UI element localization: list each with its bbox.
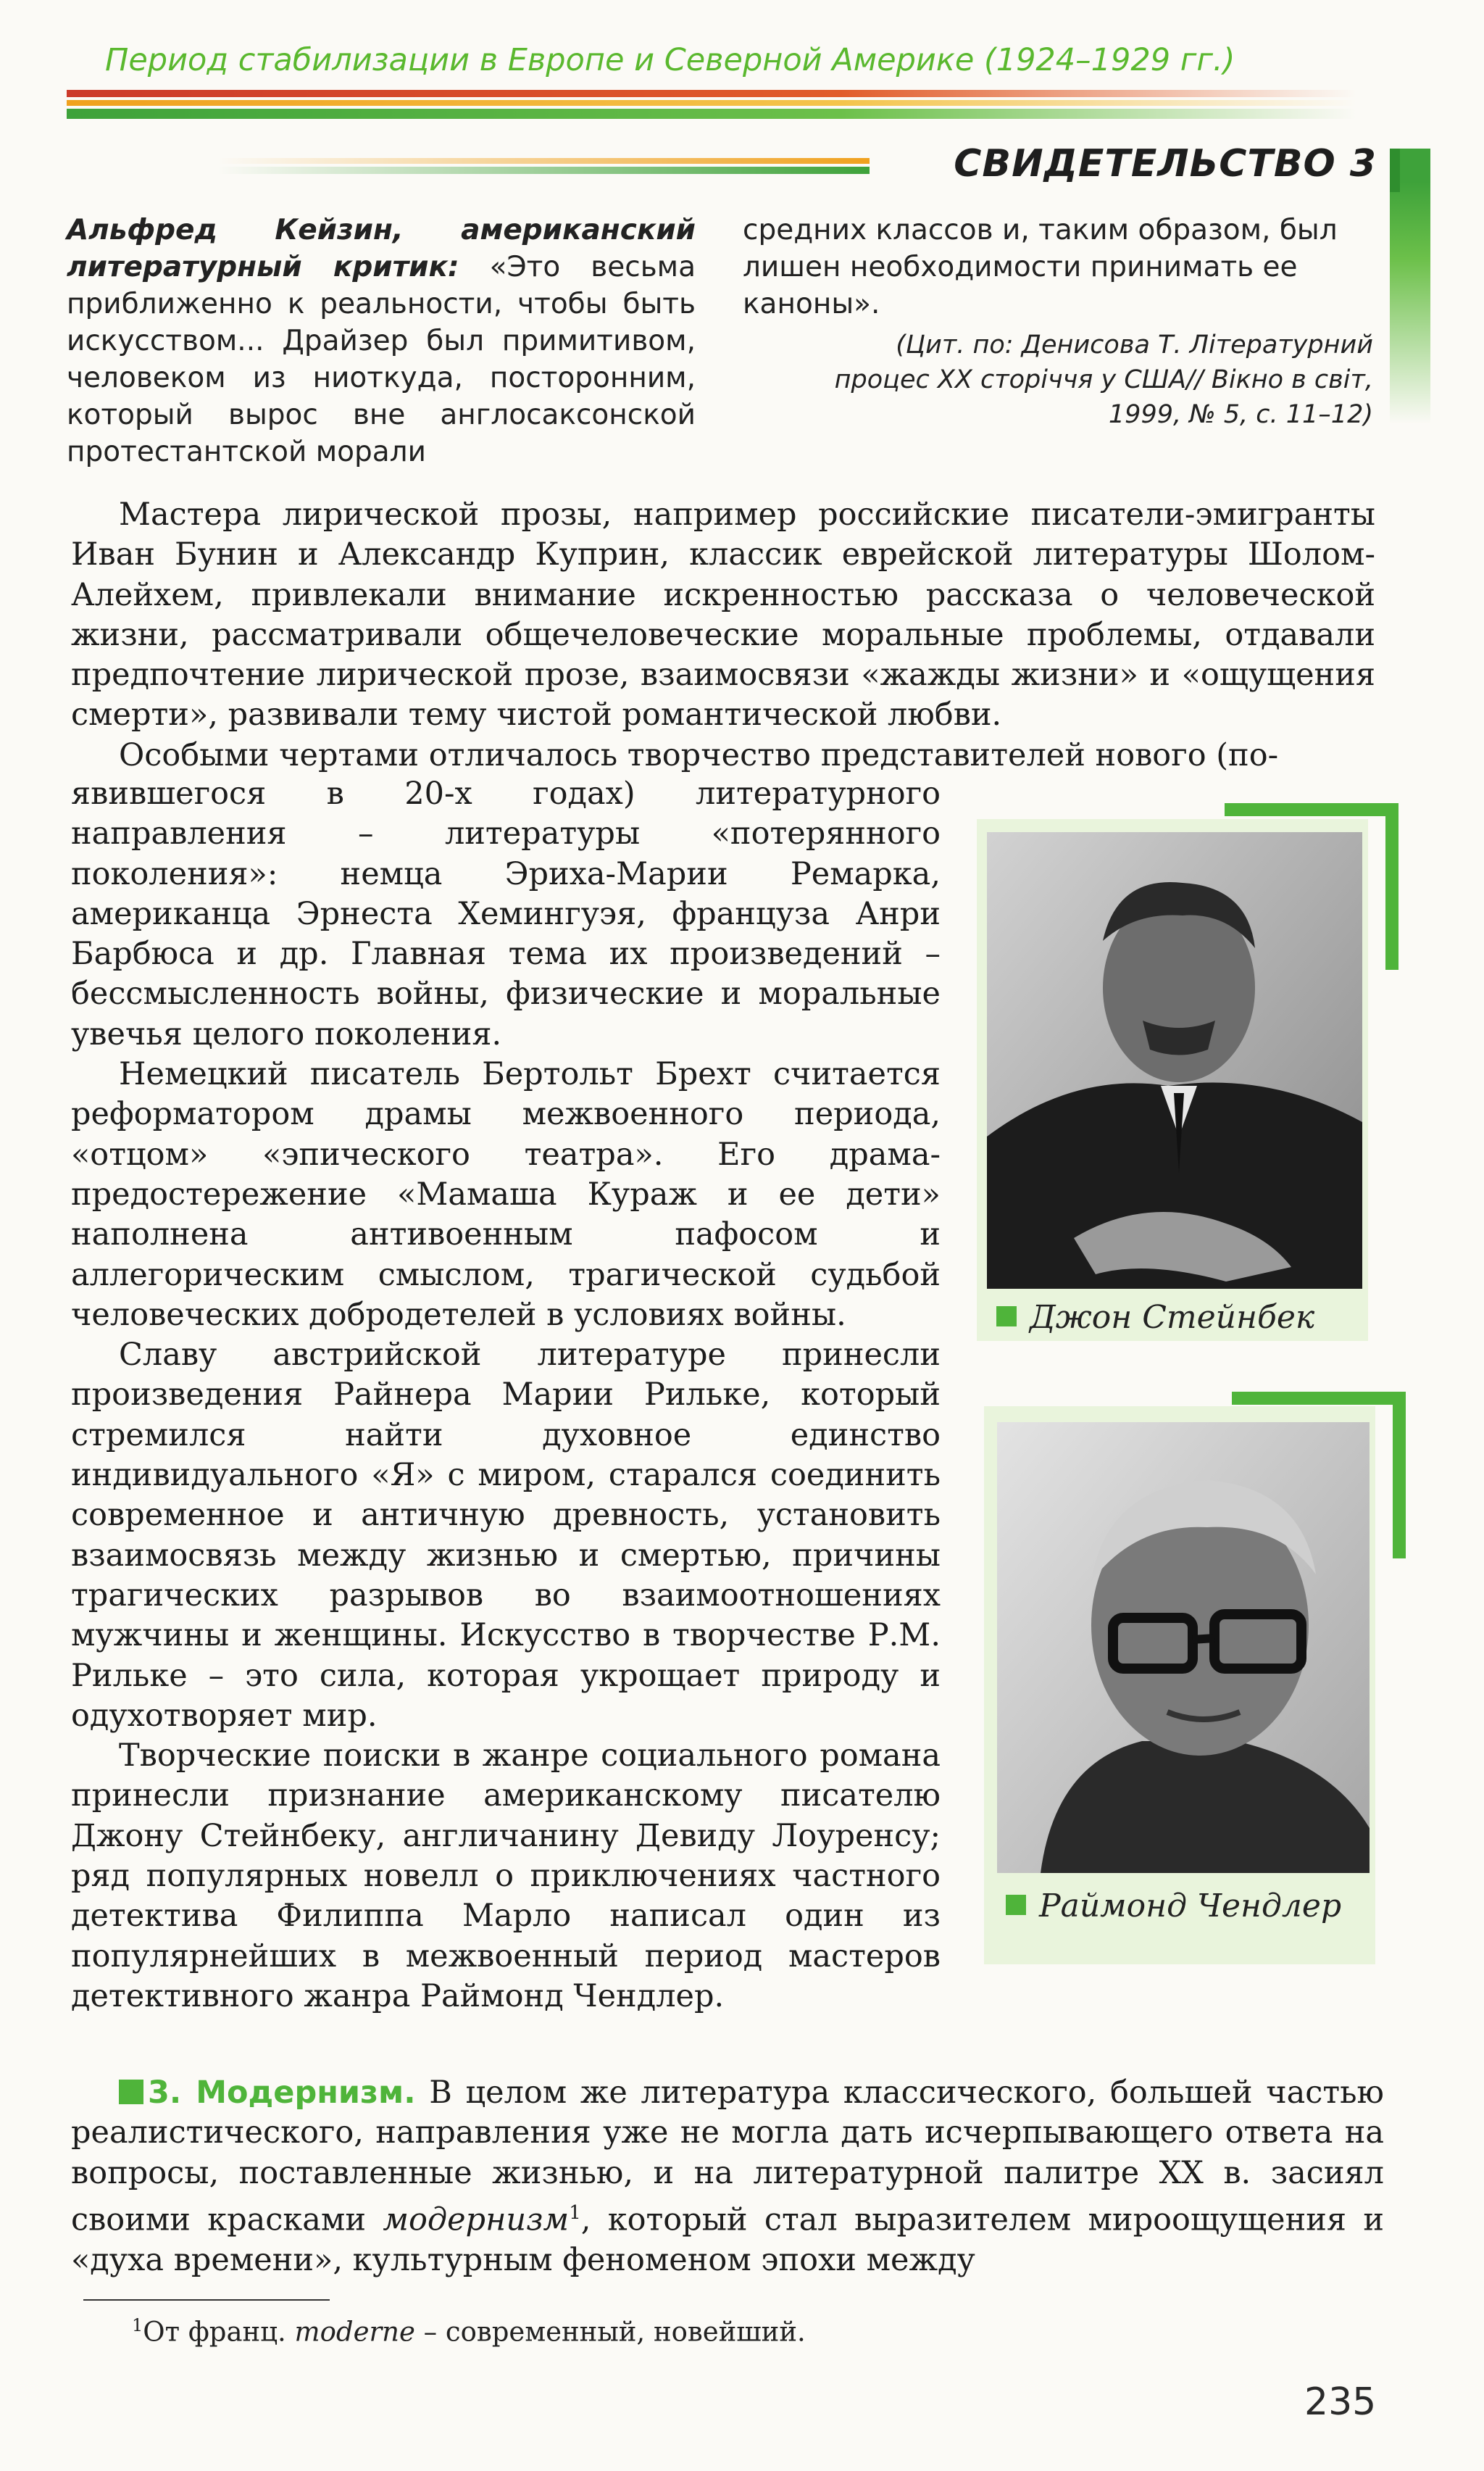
section-square-icon bbox=[119, 2080, 143, 2104]
caption-steinbeck bbox=[996, 1299, 1314, 1336]
evidence-quote-column-2: средних классов и, таким образом, был лишен необходимости принимать ее каноны». bbox=[743, 214, 1338, 320]
caption-text: Джон Стейнбек bbox=[1030, 1299, 1315, 1336]
main-text-top bbox=[71, 495, 1375, 776]
photo-corner-v bbox=[1393, 1392, 1406, 1558]
evidence-quote-column-1 bbox=[67, 212, 696, 470]
photo-corner-v bbox=[1385, 803, 1398, 970]
footnote-rule bbox=[83, 2299, 330, 2301]
footnote-prefix: От франц. bbox=[143, 2316, 286, 2348]
footnote bbox=[132, 2315, 806, 2347]
modernism-text-1: В целом же литература классического, большей частью реалистического, направления уже не могла дать исчерпывающего ответа на вопросы, поставленные жизнью, и на литературной палитре XX в. засиял своими красками bbox=[71, 2075, 1384, 2238]
modernism-term: модернизм bbox=[383, 2201, 570, 2238]
evidence-rule-orange bbox=[217, 158, 870, 164]
running-header: Период стабилизации в Европе и Северной Америке (1924–1929 гг.) bbox=[105, 42, 1235, 78]
header-stripe-orange bbox=[67, 100, 1356, 106]
photo-corner-h bbox=[1225, 803, 1398, 816]
caption-chandler bbox=[1006, 1887, 1341, 1924]
paragraph-lost-generation: явившегося в 20-х годах) литературного направления – литературы «потерянного поколения»: немца Эриха-Марии Ремарка, американца Эрнеста Хемингуэя, француза Анри Барбюса и др. Главная тема их произведений – бессмысленность войны, физические и моральные увечья целого поколения. bbox=[71, 776, 941, 1052]
evidence-side-bar-dark bbox=[1390, 149, 1400, 192]
caption-square-icon bbox=[1006, 1895, 1026, 1915]
evidence-author: Альфред Кейзин, американский литературный критик: bbox=[67, 214, 696, 283]
page-number: 235 bbox=[1304, 2380, 1377, 2424]
evidence-title: СВИДЕТЕЛЬСТВО 3 bbox=[954, 142, 1377, 186]
modernism-text-2: , который стал выразителем мироощущения и «духа времени», культурным феноменом эпохи между bbox=[71, 2201, 1384, 2278]
paragraph-social-novel: Творческие поиски в жанре социального романа принесли признание американскому писателю Джону Стейнбеку, англичанину Девиду Лоуренсу; ряд популярных новелл о приключениях частного детектива Филиппа Марло написал один из популярнейших в межвоенный период мастеров детективного жанра Раймонд Чендлер. bbox=[71, 1737, 941, 2014]
caption-text: Раймонд Чендлер bbox=[1039, 1887, 1342, 1924]
photo-steinbeck bbox=[987, 832, 1362, 1289]
header-stripe-red bbox=[67, 90, 1356, 97]
caption-square-icon bbox=[996, 1306, 1017, 1326]
evidence-rule-green bbox=[217, 167, 870, 174]
paragraph-lost-generation-lead: Особыми чертами отличалось творчество представителей нового (по- bbox=[119, 736, 1279, 773]
footnote-mark: 1 bbox=[132, 2315, 143, 2335]
main-text-column bbox=[71, 774, 941, 2017]
evidence-quote-part1: «Это весьма приближенно к реальности, чтобы быть искусством... Драйзер был примитивом, человеком из ниоткуда, посторонним, который вырос вне англосаксонской протестантской морали bbox=[67, 251, 696, 468]
photo-chandler bbox=[997, 1422, 1370, 1873]
section-heading: 3. Модернизм. bbox=[148, 2075, 416, 2111]
paragraph-lyrical-prose: Мастера лирической прозы, например российские писатели-эмигранты Иван Бунин и Александр Куприн, классик еврейской литературы Шолом-Алейхем, привлекали внимание искренностью рассказа о человеческой жизни, рассматривали общечеловеческие моральные проблемы, отдавали предпочтение лирической прозе, взаимосвязи «жажды жизни» и «ощущения смерти», развивали тему чистой романтической любви. bbox=[71, 497, 1375, 734]
header-stripe-green bbox=[67, 109, 1356, 119]
paragraph-rilke: Славу австрийской литературе принесли произведения Райнера Марии Рильке, который стремился найти духовное единство индивидуального «Я» с миром, старался соединить современное и античную древность, установить взаимосвязь между жизнью и смертью, причины трагических разрывов во взаимоотношениях мужчины и женщины. Искусство в творчестве Р.М. Рильке – это сила, которая укрощает природу и одухотворяет мир. bbox=[71, 1337, 941, 1734]
paragraph-brecht: Немецкий писатель Бертольт Брехт считается реформатором драмы межвоенного периода, «отцом» «эпического театра». Его драма-предостережение «Мамаша Кураж и ее дети» наполнена антивоенным пафосом и аллегорическим смыслом, трагической судьбой человеческих добродетелей в условиях войны. bbox=[71, 1056, 941, 1333]
footnote-term: moderne bbox=[294, 2316, 415, 2348]
footnote-meaning: – современный, новейший. bbox=[423, 2316, 806, 2348]
footnote-ref: 1 bbox=[569, 2201, 581, 2224]
photo-corner-h bbox=[1232, 1392, 1406, 1405]
section-modernism bbox=[71, 2073, 1384, 2280]
evidence-source: (Цит. по: Денисова Т. Літературний процес XX сторіччя у США// Вікно в світ, 1999, № 5, с. 11–12) bbox=[834, 331, 1373, 429]
paragraph-modernism bbox=[71, 2073, 1384, 2280]
